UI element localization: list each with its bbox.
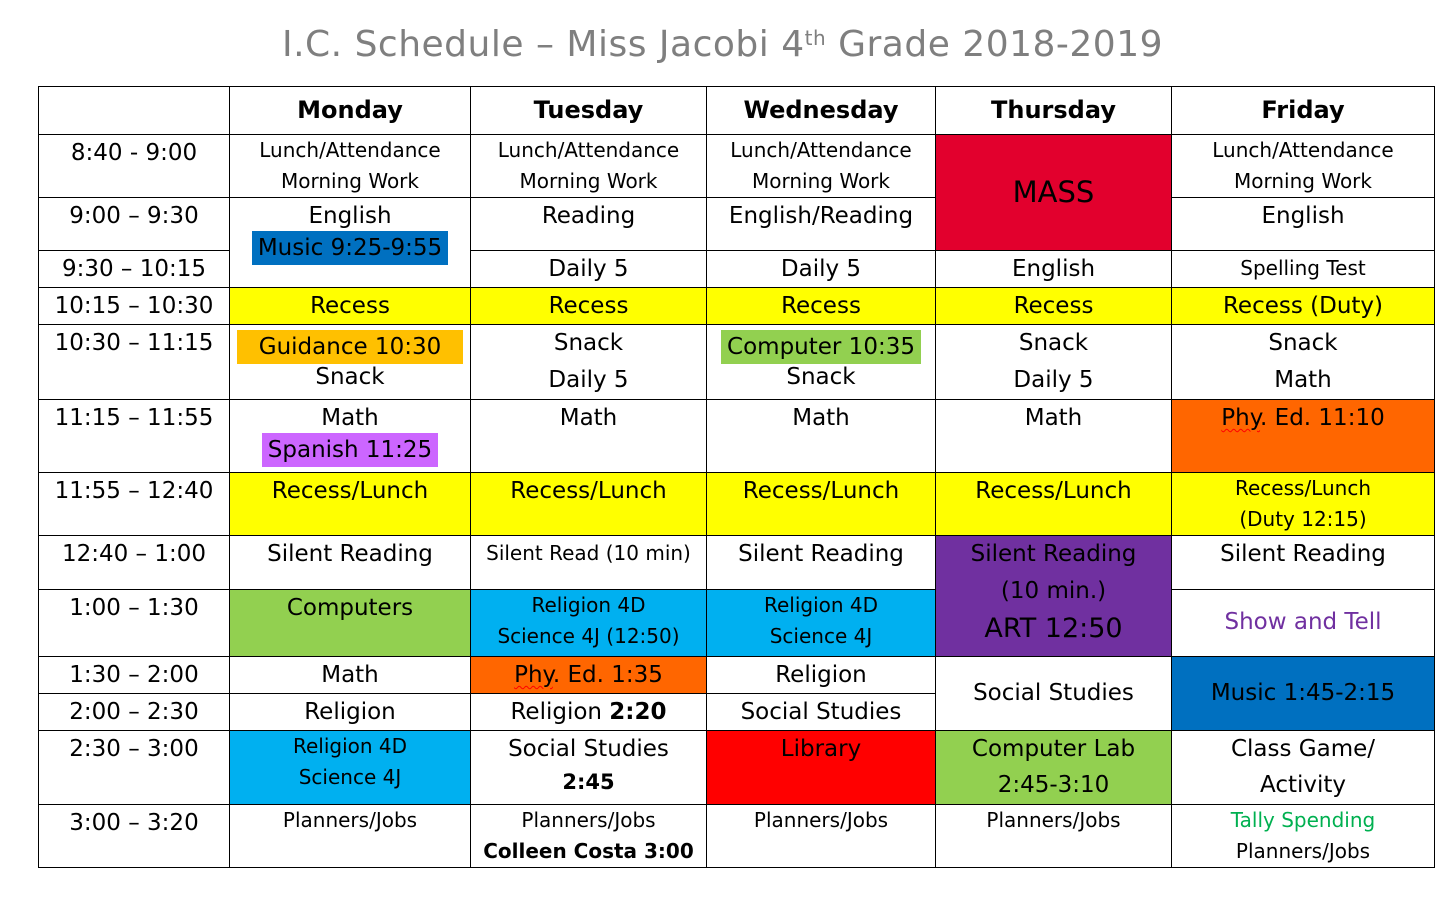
- time-cell: 10:30 – 11:15: [39, 325, 230, 400]
- schedule-row: [39, 805, 1435, 868]
- cell-line: Morning Work: [519, 169, 658, 193]
- cell-line: 2:45-3:10: [997, 772, 1110, 798]
- time-cell: 2:00 – 2:30: [39, 694, 230, 731]
- cell-wednesday-library: Library: [707, 731, 936, 805]
- cell-line: Morning Work: [281, 169, 419, 193]
- cell-line: Morning Work: [1234, 169, 1372, 193]
- cell-line: Planners/Jobs: [521, 808, 656, 832]
- title-text: I.C. Schedule – Miss Jacobi 4: [281, 24, 805, 65]
- cell-line: Snack: [315, 364, 385, 390]
- cell-line: Morning Work: [752, 169, 890, 193]
- phy-text-rest: . Ed. 1:35: [552, 662, 663, 688]
- cell-thursday: Social Studies: [936, 657, 1172, 731]
- cell-tuesday: Silent Read (10 min): [471, 536, 707, 590]
- cell-tuesday: [471, 805, 707, 868]
- cell-line: Silent Reading: [970, 541, 1137, 567]
- phy-text-rest: . Ed. 11:10: [1260, 405, 1385, 431]
- cell-line: Religion 4D: [292, 734, 408, 758]
- cell-friday: [1172, 473, 1435, 536]
- cell-thursday: Planners/Jobs: [936, 805, 1172, 868]
- cell-tuesday: [471, 325, 707, 400]
- cell-monday: Math: [230, 657, 471, 694]
- cell-wednesday: [707, 590, 936, 657]
- cell-monday: Silent Reading: [230, 536, 471, 590]
- cell-monday: [230, 325, 471, 400]
- time-cell: 10:15 – 10:30: [39, 288, 230, 325]
- cell-wednesday: Silent Reading: [707, 536, 936, 590]
- cell-wednesday: Planners/Jobs: [707, 805, 936, 868]
- schedule-table: [38, 86, 1435, 868]
- music-tag: Music 9:25-9:55: [252, 231, 448, 265]
- cell-line: Science 4J: [298, 765, 402, 789]
- cell-monday: Planners/Jobs: [230, 805, 471, 868]
- cell-thursday: Recess: [936, 288, 1172, 325]
- cell-line: Lunch/Attendance: [497, 138, 680, 162]
- cell-wednesday: Recess/Lunch: [707, 473, 936, 536]
- title-superscript: th: [804, 26, 827, 50]
- cell-line: Lunch/Attendance: [1212, 138, 1394, 162]
- cell-line: Daily 5: [1013, 367, 1094, 393]
- cell-wednesday: Recess: [707, 288, 936, 325]
- cell-text: Religion: [510, 699, 610, 725]
- cell-monday: [230, 198, 471, 288]
- cell-text-bold: 2:20: [609, 699, 667, 725]
- cell-monday: Recess: [230, 288, 471, 325]
- cell-thursday: Recess/Lunch: [936, 473, 1172, 536]
- cell-monday: Religion: [230, 694, 471, 731]
- schedule-row: [39, 400, 1435, 473]
- cell-line: Social Studies: [508, 736, 669, 762]
- cell-line: 2:45: [562, 769, 615, 794]
- cell-line: Science 4J (12:50): [497, 624, 680, 648]
- cell-tuesday: [471, 694, 707, 731]
- time-cell: 8:40 - 9:00: [39, 135, 230, 198]
- cell-tuesday: [471, 590, 707, 657]
- schedule-row: [39, 590, 1435, 657]
- cell-line: Math: [321, 405, 379, 431]
- cell-line: Recess/Lunch: [1235, 476, 1371, 500]
- cell-line: Snack: [553, 330, 624, 356]
- cell-line: English: [308, 203, 392, 229]
- corner-cell: [39, 87, 230, 135]
- cell-friday: Spelling Test: [1172, 251, 1435, 288]
- cell-wednesday: [707, 135, 936, 198]
- cell-thursday-mass: MASS: [936, 135, 1172, 251]
- day-header-monday: Monday: [230, 87, 471, 135]
- time-cell: 9:00 – 9:30: [39, 198, 230, 251]
- guidance-tag: Guidance 10:30: [237, 330, 463, 364]
- cell-line: Planners/Jobs: [1235, 839, 1371, 863]
- cell-tuesday: [471, 731, 707, 805]
- cell-thursday: [936, 325, 1172, 400]
- computer-tag: Computer 10:35: [721, 330, 921, 364]
- day-header-wednesday: Wednesday: [707, 87, 936, 135]
- cell-line: Lunch/Attendance: [259, 138, 441, 162]
- schedule-row: [39, 731, 1435, 805]
- time-cell: 11:15 – 11:55: [39, 400, 230, 473]
- cell-tuesday: Reading: [471, 198, 707, 251]
- cell-line: Tally Spending: [1230, 808, 1376, 832]
- time-cell: 2:30 – 3:00: [39, 731, 230, 805]
- day-header-tuesday: Tuesday: [471, 87, 707, 135]
- time-cell: 9:30 – 10:15: [39, 251, 230, 288]
- cell-line: Class Game/: [1230, 736, 1376, 762]
- cell-line: Colleen Costa 3:00: [483, 839, 694, 863]
- cell-tuesday: Math: [471, 400, 707, 473]
- cell-friday: Show and Tell: [1172, 590, 1435, 657]
- cell-wednesday: Social Studies: [707, 694, 936, 731]
- cell-tuesday: Recess: [471, 288, 707, 325]
- cell-line: Computer Lab: [971, 736, 1136, 762]
- cell-wednesday: Math: [707, 400, 936, 473]
- cell-line: Lunch/Attendance: [730, 138, 912, 162]
- cell-friday: [1172, 135, 1435, 198]
- cell-monday: [230, 731, 471, 805]
- cell-line: Religion 4D: [531, 593, 646, 617]
- cell-line: Activity: [1259, 772, 1346, 798]
- cell-thursday: Math: [936, 400, 1172, 473]
- schedule-row: [39, 473, 1435, 536]
- cell-friday: Silent Reading: [1172, 536, 1435, 590]
- cell-line: Daily 5: [548, 367, 629, 393]
- time-cell: 1:30 – 2:00: [39, 657, 230, 694]
- schedule-row: [39, 325, 1435, 400]
- cell-line: Religion 4D: [763, 593, 879, 617]
- schedule-row: [39, 288, 1435, 325]
- cell-tuesday: [471, 135, 707, 198]
- phy-text: Phy: [1221, 405, 1261, 431]
- schedule-row: [39, 536, 1435, 590]
- cell-wednesday: Daily 5: [707, 251, 936, 288]
- cell-friday: [1172, 805, 1435, 868]
- time-cell: 3:00 – 3:20: [39, 805, 230, 868]
- cell-monday: [230, 135, 471, 198]
- cell-friday-phys-ed: [1172, 400, 1435, 473]
- cell-thursday: English: [936, 251, 1172, 288]
- cell-line: Snack: [786, 364, 856, 390]
- cell-tuesday: Recess/Lunch: [471, 473, 707, 536]
- cell-line: Math: [1274, 367, 1332, 393]
- schedule-row: [39, 135, 1435, 198]
- cell-tuesday: Daily 5: [471, 251, 707, 288]
- cell-tuesday-phys-ed: [471, 657, 707, 694]
- cell-line: Snack: [1268, 330, 1338, 356]
- title-text-rest: Grade 2018-2019: [826, 24, 1164, 65]
- cell-line: (Duty 12:15): [1239, 507, 1367, 531]
- cell-wednesday: [707, 325, 936, 400]
- page-title: [0, 24, 1445, 65]
- cell-line: (10 min.): [1000, 578, 1107, 604]
- cell-friday-music: Music 1:45-2:15: [1172, 657, 1435, 731]
- time-cell: 12:40 – 1:00: [39, 536, 230, 590]
- cell-line: ART 12:50: [984, 613, 1123, 644]
- header-row: [39, 87, 1435, 135]
- cell-monday: [230, 400, 471, 473]
- cell-thursday: [936, 731, 1172, 805]
- cell-monday: Recess/Lunch: [230, 473, 471, 536]
- time-cell: 11:55 – 12:40: [39, 473, 230, 536]
- cell-friday: [1172, 325, 1435, 400]
- cell-monday: Computers: [230, 590, 471, 657]
- day-header-friday: Friday: [1172, 87, 1435, 135]
- day-header-thursday: Thursday: [936, 87, 1172, 135]
- cell-wednesday: English/Reading: [707, 198, 936, 251]
- cell-friday: Recess (Duty): [1172, 288, 1435, 325]
- cell-line: Snack: [1018, 330, 1089, 356]
- cell-friday: [1172, 731, 1435, 805]
- phy-text: Phy: [514, 662, 553, 688]
- cell-friday: English: [1172, 198, 1435, 251]
- cell-thursday-art: [936, 536, 1172, 657]
- time-cell: 1:00 – 1:30: [39, 590, 230, 657]
- spanish-tag: Spanish 11:25: [262, 433, 438, 467]
- schedule-row: [39, 657, 1435, 694]
- schedule-row: [39, 198, 1435, 251]
- cell-line: Science 4J: [769, 624, 873, 648]
- cell-wednesday: Religion: [707, 657, 936, 694]
